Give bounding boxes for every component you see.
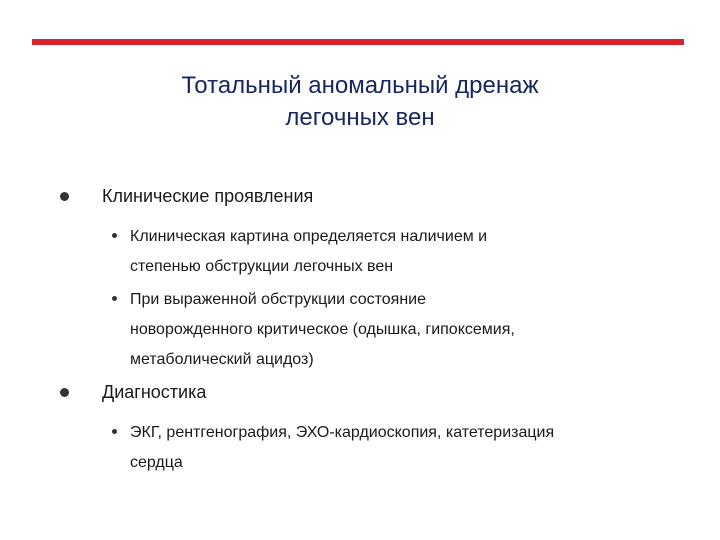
bullet-dot-icon bbox=[60, 192, 69, 201]
bullet-dot-icon bbox=[112, 429, 117, 434]
slide-title bbox=[0, 70, 720, 134]
list-item-line: степенью обструкции легочных вен bbox=[130, 258, 394, 275]
section-heading-text: Клинические проявления bbox=[102, 186, 314, 206]
slide-title-line-1: Тотальный аномальный дренаж bbox=[181, 72, 539, 99]
list-item-line: метаболический ацидоз) bbox=[130, 351, 314, 368]
bullet-dot-icon bbox=[112, 233, 117, 238]
list-item-text bbox=[130, 285, 670, 375]
bullet-dot-icon bbox=[112, 296, 117, 301]
list-item-text bbox=[130, 222, 670, 282]
list-item-line: ЭКГ, рентгенография, ЭХО-кардиоскопия, катетеризация bbox=[130, 424, 555, 441]
section-heading-text: Диагностика bbox=[102, 382, 207, 402]
bullet-dot-icon bbox=[60, 388, 69, 397]
top-accent-rule bbox=[32, 39, 684, 45]
list-item-line: новорожденного критическое (одышка, гипоксемия, bbox=[130, 321, 515, 338]
slide-title-line-2: легочных вен bbox=[285, 104, 435, 131]
list-item-line: При выраженной обструкции состояние bbox=[130, 291, 427, 308]
list-item-text bbox=[130, 418, 670, 478]
list-item-line: сердца bbox=[130, 454, 183, 471]
list-item-line: Клиническая картина определяется наличием и bbox=[130, 228, 488, 245]
